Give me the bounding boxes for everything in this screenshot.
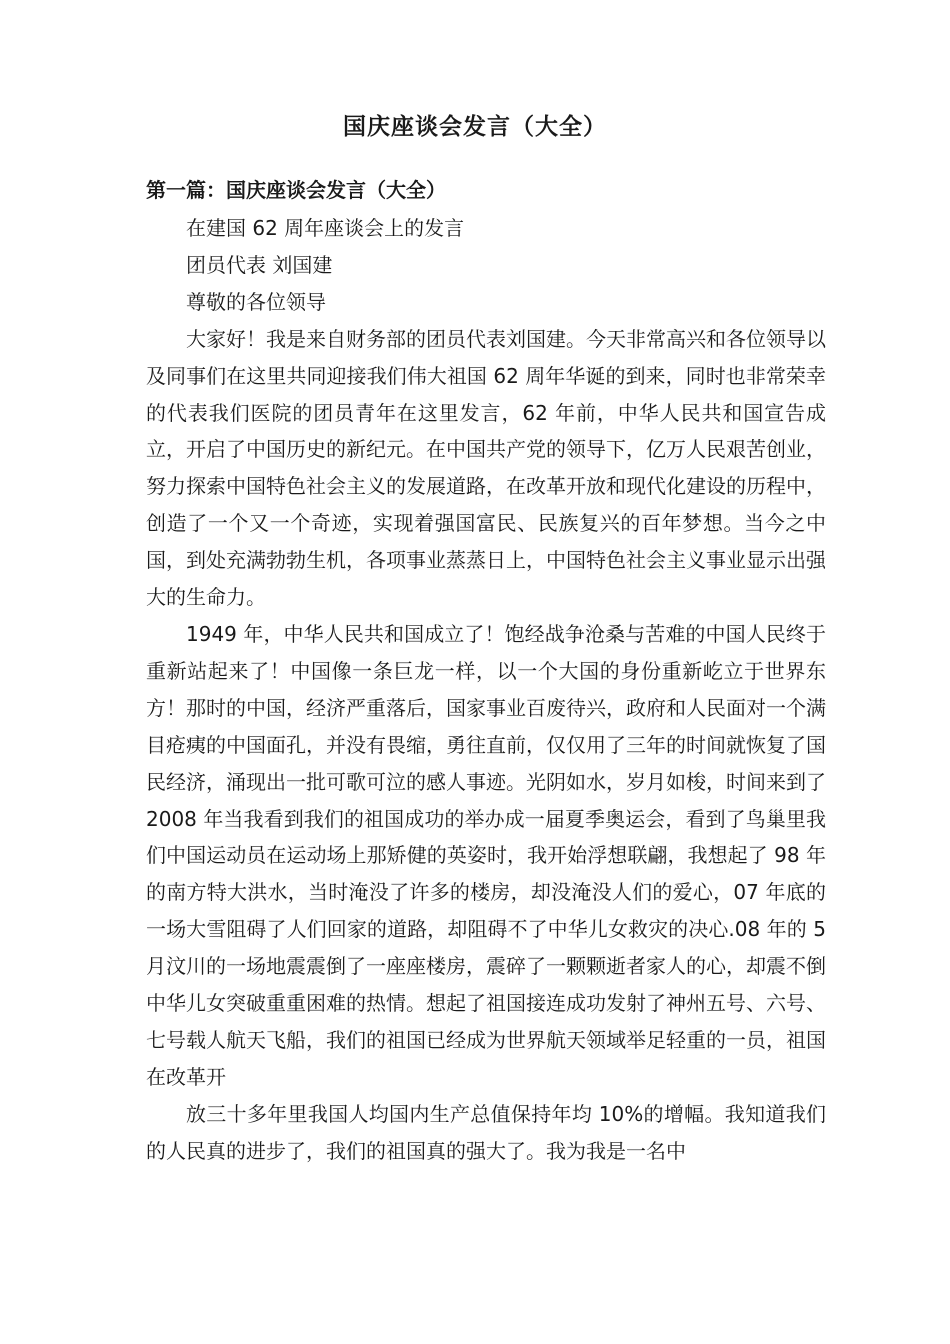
salutation-line: 尊敬的各位领导 [186, 289, 326, 314]
body-paragraph: 放三十多年里我国人均国内生产总值保持年均 10%的增幅。我知道我们的人民真的进步了，我们的祖国真的强大了。我为我是一名中 [146, 1101, 826, 1163]
body-paragraph: 1949 年，中华人民共和国成立了！饱经战争沧桑与苦难的中国人民终于重新站起来了！中国像一条巨龙一样，以一个大国的身份重新屹立于世界东方！那时的中国，经济严重落后，国家事业百废待兴，政府和人民面对一个满目疮痍的中国面孔，并没有畏缩，勇往直前，仅仅用了三年的时间就恢复了国民经济，涌现出一批可歌可泣的感人事迹。光阴如水，岁月如梭，时间来到了 2008 年当我看到我们的祖国成功的举办成一届夏季奥运会，看到了鸟巢里我们中国运动员在运动场上那矫健的英姿时，我开始浮想联翩，我想起了 98 年的南方特大洪水，当时淹没了许多的楼房，却没淹没人们的爱心，07 年底的一场大雪阻碍了人们回家的道路，却阻碍不了中华儿女救灾的决心.08 年的 5月汶川的一场地震震倒了一座座楼房，震碎了一颗颗逝者家人的心，却震不倒中华儿女突破重重困难的热情。想起了祖国接连成功发射了神州五号、六号、七号载人航天飞船，我们的祖国已经成为世界航天领域举足轻重的一员，祖国在改革开 [146, 621, 826, 1089]
document-body [146, 210, 826, 1170]
speech-occasion-line: 在建国 62 周年座谈会上的发言 [186, 216, 465, 240]
document-title: 国庆座谈会发言（大全） [343, 114, 607, 140]
speaker-line: 团员代表 刘国建 [186, 252, 333, 277]
body-paragraph: 大家好！我是来自财务部的团员代表刘国建。今天非常高兴和各位领导以及同事们在这里共同迎接我们伟大祖国 62 周年华诞的到来，同时也非常荣幸的代表我们医院的团员青年在这里发言，62 年前，中华人民共和国宣告成立，开启了中国历史的新纪元。在中国共产党的领导下，亿万人民艰苦创业，努力探索中国特色社会主义的发展道路，在改革开放和现代化建设的历程中，创造了一个又一个奇迹，实现着强国富民、民族复兴的百年梦想。当今之中国，到处充满勃勃生机，各项事业蒸蒸日上，中国特色社会主义事业显示出强大的生命力。 [146, 326, 826, 610]
section-heading: 第一篇：国庆座谈会发言（大全） [146, 178, 446, 202]
